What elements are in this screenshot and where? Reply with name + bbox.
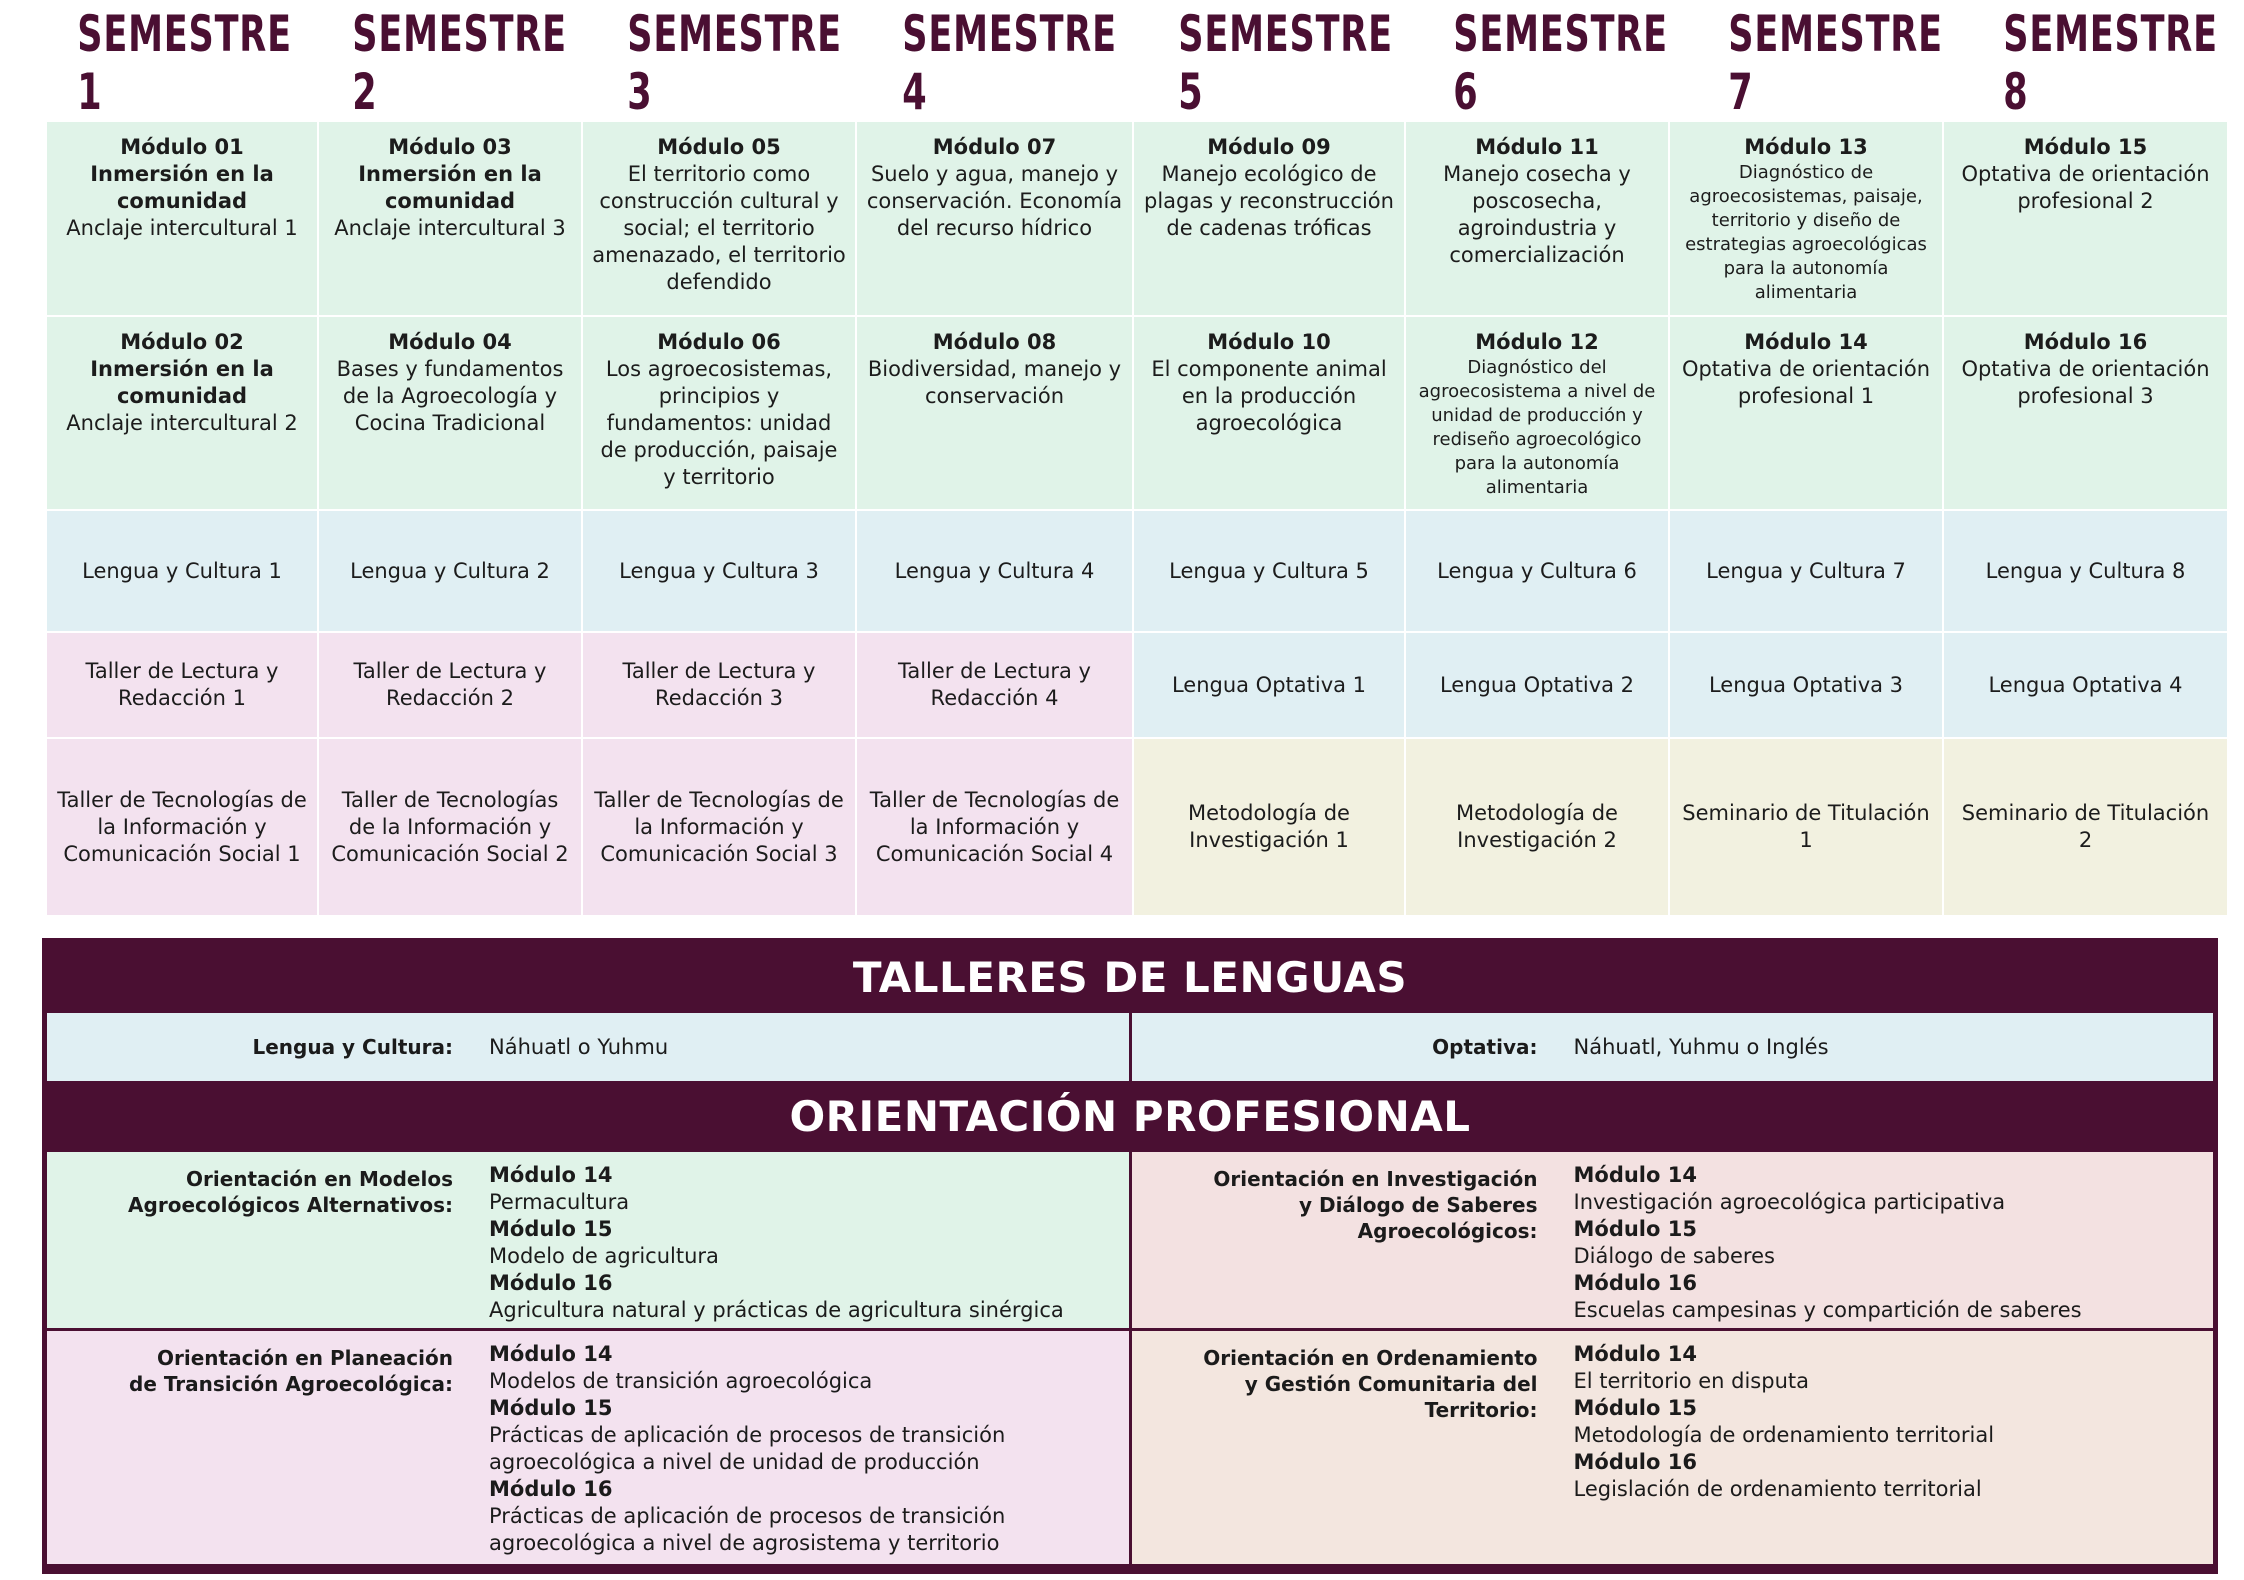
semester-title: SEMESTRE 7	[1728, 5, 1943, 121]
module-desc: El componente animal en la producción agroecológica	[1151, 357, 1387, 435]
module-title: Inmersión en la comunidad	[90, 357, 274, 408]
lengua-optativa-cell: Lengua Optativa 4	[1944, 633, 2227, 737]
module-desc: Optativa de orientación profesional 2	[1961, 162, 2210, 213]
orientacion-label-line: Orientación en Modelos	[185, 1167, 453, 1191]
orientacion-label	[47, 1341, 489, 1564]
semester-title: SEMESTRE 4	[902, 5, 1118, 121]
orientacion-label	[47, 1162, 489, 1328]
seminario-cell: Seminario de Titulación 2	[1944, 739, 2227, 915]
module-text: Escuelas campesinas y compartición de saberes	[1573, 1298, 2082, 1322]
module-label: Módulo 15	[1573, 1396, 1697, 1420]
module-title: Inmersión en la comunidad	[90, 162, 274, 213]
orientacion-label	[1132, 1162, 1574, 1328]
module-text: Permacultura	[489, 1190, 630, 1214]
taller-tecnologias-cell: Taller de Tecnologías de la Información y Comunicación Social 3	[583, 739, 855, 915]
module-label: Módulo 16	[489, 1271, 613, 1295]
module-cell	[857, 317, 1132, 509]
module-text: Modelos de transición agroecológica	[489, 1369, 873, 1393]
orientacion-label-line: Orientación en Ordenamiento	[1203, 1346, 1538, 1370]
taller-tecnologias-cell: Taller de Tecnologías de la Información y Comunicación Social 4	[857, 739, 1132, 915]
module-label: Módulo 10	[1207, 330, 1331, 354]
taller-lectura-cell: Taller de Lectura y Redacción 1	[47, 633, 317, 737]
module-text: Prácticas de aplicación de procesos de transición agroecológica a nivel de unidad de producción	[489, 1423, 1006, 1474]
orientacion-planeacion	[47, 1331, 1129, 1564]
module-label: Módulo 15	[489, 1396, 613, 1420]
module-label: Módulo 13	[1744, 135, 1868, 159]
module-text: Investigación agroecológica participativa	[1573, 1190, 2006, 1214]
semester-title: SEMESTRE 6	[1452, 5, 1668, 121]
metodologia-cell: Metodología de Investigación 2	[1406, 739, 1668, 915]
module-desc: Los agroecosistemas, principios y fundamentos: unidad de producción, paisaje y territorio	[600, 357, 838, 489]
module-desc: El territorio como construcción cultural y social; el territorio amenazado, el territorio defendido	[592, 162, 846, 294]
module-cell	[1944, 317, 2227, 509]
module-desc: Suelo y agua, manejo y conservación. Economía del recurso hídrico	[866, 162, 1123, 240]
module-label: Módulo 07	[932, 135, 1057, 159]
orientacion-ordenamiento	[1132, 1331, 2214, 1564]
orientacion-modelos	[47, 1152, 1129, 1328]
lengua-cultura-cell: Lengua y Cultura 7	[1670, 511, 1942, 631]
lengua-cultura-value: Náhuatl o Yuhmu	[489, 1034, 669, 1059]
module-cell	[1670, 317, 1942, 509]
semester-title: SEMESTRE 5	[1177, 5, 1393, 121]
module-label: Módulo 14	[1573, 1163, 1697, 1187]
module-cell	[583, 122, 855, 315]
taller-tecnologias-cell: Taller de Tecnologías de la Información y Comunicación Social 1	[47, 739, 317, 915]
module-label: Módulo 14	[1573, 1342, 1697, 1366]
orientacion-investigacion	[1132, 1152, 2214, 1328]
module-label: Módulo 16	[1573, 1271, 1697, 1295]
orientacion-label	[1132, 1341, 1574, 1564]
module-cell	[319, 122, 581, 315]
taller-tecnologias-cell: Taller de Tecnologías de la Información y Comunicación Social 2	[319, 739, 581, 915]
module-cell	[857, 122, 1132, 315]
taller-lectura-cell: Taller de Lectura y Redacción 4	[857, 633, 1132, 737]
lengua-cultura-cell: Lengua y Cultura 4	[857, 511, 1132, 631]
module-desc: Bases y fundamentos de la Agroecología y Cocina Tradicional	[336, 357, 564, 435]
semester-title: SEMESTRE 3	[627, 5, 843, 121]
orientacion-label-line: Orientación en Investigación	[1213, 1167, 1538, 1191]
taller-lectura-cell: Taller de Lectura y Redacción 3	[583, 633, 855, 737]
module-label: Módulo 02	[120, 330, 244, 354]
module-desc: Anclaje intercultural 3	[334, 216, 566, 240]
semester-header-row	[47, 0, 2218, 122]
module-cell	[583, 317, 855, 509]
module-text: Modelo de agricultura	[489, 1244, 719, 1268]
lengua-cultura-cell: Lengua y Cultura 3	[583, 511, 855, 631]
lengua-optativa-cell: Lengua Optativa 1	[1134, 633, 1404, 737]
lengua-cultura-cell: Lengua y Cultura 6	[1406, 511, 1668, 631]
orientacion-label-line: Orientación en Planeación	[157, 1346, 453, 1370]
lengua-cultura-cell: Lengua y Cultura 8	[1944, 511, 2227, 631]
orientacion-title: ORIENTACIÓN PROFESIONAL	[789, 1092, 1471, 1141]
lengua-cultura-cell: Lengua y Cultura 5	[1134, 511, 1404, 631]
talleres-row	[47, 1013, 2213, 1081]
orientacion-label-line: de Transición Agroecológica:	[129, 1372, 453, 1396]
module-cell	[1134, 317, 1404, 509]
module-desc: Anclaje intercultural 2	[66, 411, 298, 435]
module-text: Diálogo de saberes	[1573, 1244, 1775, 1268]
module-cell	[1134, 122, 1404, 315]
semester-title: SEMESTRE 1	[77, 5, 292, 121]
orientacion-row-1	[47, 1152, 2213, 1328]
module-cell	[1406, 317, 1668, 509]
module-label: Módulo 16	[1573, 1450, 1697, 1474]
semester-title: SEMESTRE 2	[352, 5, 567, 121]
optativa-label: Optativa:	[1432, 1035, 1538, 1059]
module-label: Módulo 16	[489, 1477, 613, 1501]
orientacion-label-line: y Gestión Comunitaria del Territorio:	[1244, 1372, 1538, 1422]
languages-and-orientation-box	[42, 938, 2218, 1574]
module-desc: Diagnóstico de agroecosistemas, paisaje, territorio y diseño de estrategias agroecológicas para la autonomía alimentaria	[1685, 162, 1927, 303]
module-label: Módulo 12	[1475, 330, 1599, 354]
orientacion-label-line: Agroecológicos Alternativos:	[128, 1193, 453, 1217]
module-label: Módulo 01	[120, 135, 244, 159]
module-desc: Manejo cosecha y poscosecha, agroindustria y comercialización	[1443, 162, 1631, 267]
module-cell	[319, 317, 581, 509]
module-text: Legislación de ordenamiento territorial	[1573, 1477, 1982, 1501]
module-cell	[1406, 122, 1668, 315]
taller-lectura-cell: Taller de Lectura y Redacción 2	[319, 633, 581, 737]
orientacion-label-line: y Diálogo de Saberes Agroecológicos:	[1298, 1193, 1538, 1243]
module-cell	[47, 122, 317, 315]
orientacion-modules	[489, 1162, 1129, 1328]
module-text: Agricultura natural y prácticas de agricultura sinérgica	[489, 1298, 1064, 1322]
lengua-cultura-label: Lengua y Cultura:	[252, 1035, 453, 1059]
module-label: Módulo 04	[388, 330, 512, 354]
module-label: Módulo 16	[2023, 330, 2148, 354]
module-desc: Anclaje intercultural 1	[66, 216, 298, 240]
module-desc: Diagnóstico del agroecosistema a nivel de unidad de producción y rediseño agroecológico para la autonomía alimentaria	[1418, 357, 1656, 498]
lengua-cultura-cell: Lengua y Cultura 1	[47, 511, 317, 631]
lengua-optativa-cell: Lengua Optativa 3	[1670, 633, 1942, 737]
orientacion-modules	[489, 1341, 1129, 1564]
module-text: Metodología de ordenamiento territorial	[1573, 1423, 1995, 1447]
metodologia-cell: Metodología de Investigación 1	[1134, 739, 1404, 915]
module-text: El territorio en disputa	[1573, 1369, 1809, 1393]
module-label: Módulo 15	[2023, 135, 2148, 159]
module-desc: Biodiversidad, manejo y conservación	[867, 357, 1122, 408]
lengua-cultura-cell: Lengua y Cultura 2	[319, 511, 581, 631]
module-label: Módulo 03	[388, 135, 512, 159]
module-label: Módulo 14	[489, 1163, 613, 1187]
module-label: Módulo 06	[657, 330, 781, 354]
orientacion-modules	[1574, 1341, 2214, 1564]
module-label: Módulo 05	[657, 135, 781, 159]
orientacion-row-2	[47, 1331, 2213, 1564]
lengua-optativa-cell: Lengua Optativa 2	[1406, 633, 1668, 737]
orientacion-modules	[1574, 1162, 2214, 1328]
module-desc: Manejo ecológico de plagas y reconstrucción de cadenas tróficas	[1144, 162, 1394, 240]
module-label: Módulo 14	[1744, 330, 1868, 354]
module-text: Prácticas de aplicación de procesos de transición agroecológica a nivel de agrosistema y territorio	[489, 1504, 1006, 1555]
module-cell	[1944, 122, 2227, 315]
module-label: Módulo 08	[932, 330, 1057, 354]
lengua-cultura-info	[47, 1013, 1129, 1081]
module-label: Módulo 15	[489, 1217, 613, 1241]
talleres-title: TALLERES DE LENGUAS	[852, 952, 1408, 1002]
optativa-value: Náhuatl, Yuhmu o Inglés	[1573, 1034, 1829, 1059]
module-desc: Optativa de orientación profesional 1	[1681, 357, 1931, 408]
module-cell	[47, 317, 317, 509]
module-label: Módulo 09	[1207, 135, 1331, 159]
semester-title: SEMESTRE 8	[2003, 5, 2218, 121]
module-title: Inmersión en la comunidad	[358, 162, 542, 213]
optativa-info	[1132, 1013, 2214, 1081]
module-cell	[1670, 122, 1942, 315]
module-label: Módulo 14	[489, 1342, 613, 1366]
curriculum-grid	[47, 122, 2213, 907]
module-label: Módulo 15	[1573, 1217, 1697, 1241]
module-desc: Optativa de orientación profesional 3	[1961, 357, 2210, 408]
module-label: Módulo 11	[1475, 135, 1599, 159]
seminario-cell: Seminario de Titulación 1	[1670, 739, 1942, 915]
